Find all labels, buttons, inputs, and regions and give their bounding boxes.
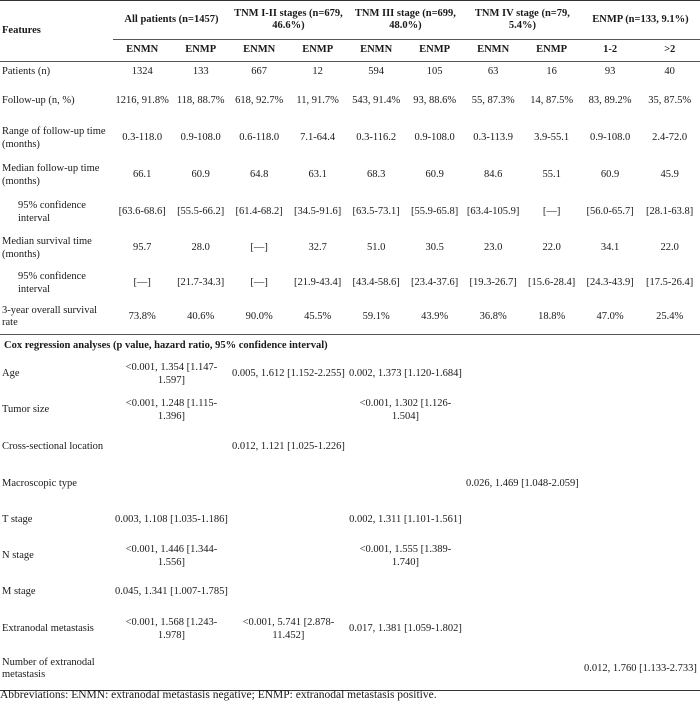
table-cell: 618, 92.7% <box>235 95 284 107</box>
row-label: Follow-up (n, %) <box>2 95 75 107</box>
cox-row <box>0 429 700 467</box>
table-cell: [56.0-65.7] <box>586 206 634 218</box>
cox-row <box>0 649 700 691</box>
table-cell: 40.6% <box>171 301 230 335</box>
table-cell: [—] <box>250 242 268 254</box>
table-cell: 16 <box>546 66 557 78</box>
table-cell: 68.3 <box>366 169 386 181</box>
table-cell: [15.6-28.4] <box>528 277 576 289</box>
table-cell: 63.1 <box>308 169 327 181</box>
row-label: 95% confidence interval <box>18 200 86 224</box>
cox-cell: <0.001, 1.568 [1.243-1.978] <box>125 617 218 641</box>
table-cell: 22.0 <box>542 242 561 254</box>
table-cell: 2.4-72.0 <box>652 132 688 144</box>
table-cell: 30.5 <box>425 242 444 254</box>
table-cell: 25.4% <box>639 301 700 335</box>
group-header-tnm-4: TNM IV stage (n=79, 5.4%) <box>464 1 581 40</box>
cox-cell: <0.001, 1.302 [1.126-1.504] <box>359 398 452 422</box>
cox-row-label: Number of extranodal metastasis <box>0 649 113 691</box>
table-cell: [63.4-105.9] <box>466 206 520 218</box>
table-cell: 59.1% <box>347 301 405 335</box>
table-cell: 1216, 91.8% <box>115 95 169 107</box>
table-cell: 40 <box>664 66 675 78</box>
table-cell: [—] <box>133 277 151 289</box>
cox-cell <box>464 429 581 467</box>
cox-cell <box>581 611 700 649</box>
sub-header: ENMN <box>230 40 288 62</box>
table-cell: 14, 87.5% <box>530 95 574 107</box>
cox-row <box>0 467 700 503</box>
table-row <box>0 62 700 83</box>
table-row <box>0 83 700 121</box>
table-cell: 60.9 <box>191 169 210 181</box>
cox-row-label: Age <box>2 368 20 380</box>
cox-title: Cox regression analyses (p value, hazard ratio, 95% confidence interval) <box>4 339 328 351</box>
table-cell: 0.9-108.0 <box>589 132 631 144</box>
cox-row <box>0 357 700 393</box>
cox-row <box>0 611 700 649</box>
table-cell: 60.9 <box>600 169 620 181</box>
cox-cell <box>581 575 700 611</box>
row-label: 95% confidence interval <box>18 271 86 295</box>
cox-cell <box>464 357 581 393</box>
table-cell: 36.8% <box>464 301 522 335</box>
cox-cell <box>464 649 581 691</box>
table-cell: 93, 88.6% <box>413 95 457 107</box>
sub-header: 1-2 <box>581 40 639 62</box>
table-row <box>0 195 700 231</box>
table-row <box>0 267 700 301</box>
cox-cell <box>230 539 347 575</box>
cox-cell <box>581 393 700 429</box>
table-row <box>0 231 700 267</box>
table-cell: [63.6-68.6] <box>118 206 166 218</box>
table-cell: 22.0 <box>660 242 679 254</box>
table-cell: 43.9% <box>405 301 464 335</box>
table-cell: [21.7-34.3] <box>177 277 225 289</box>
table-cell: 12 <box>312 66 323 78</box>
sub-header: ENMN <box>113 40 171 62</box>
table-cell: 0.3-118.0 <box>122 132 163 144</box>
cox-cell <box>230 649 347 691</box>
cox-cell <box>581 467 700 503</box>
group-header-tnm-1-2: TNM I-II stages (n=679, 46.6%) <box>230 1 347 40</box>
cox-cell <box>230 575 347 611</box>
cox-cell: <0.001, 5.741 [2.878-11.452] <box>242 617 335 641</box>
table-cell: 35, 87.5% <box>648 95 692 107</box>
cox-body <box>0 335 700 691</box>
group-header-row <box>0 1 700 40</box>
table-row <box>0 157 700 195</box>
cox-row-label: M stage <box>2 586 36 598</box>
table-row <box>0 121 700 157</box>
sub-header: ENMP <box>288 40 346 62</box>
cox-cell: 0.002, 1.373 [1.120-1.684] <box>348 368 462 380</box>
table-cell: [24.3-43.9] <box>586 277 634 289</box>
cox-cell <box>464 575 581 611</box>
table-cell: 55, 87.3% <box>471 95 515 107</box>
cox-row <box>0 539 700 575</box>
cox-cell <box>113 649 230 691</box>
cox-row-label: Tumor size <box>2 404 50 416</box>
table-cell: 0.6-118.0 <box>239 132 280 144</box>
row-label: Median follow-up time (months) <box>2 163 100 187</box>
cox-row <box>0 393 700 429</box>
table-cell: 45.9 <box>660 169 679 181</box>
table-cell: 28.0 <box>191 242 210 254</box>
cox-cell <box>347 649 464 691</box>
row-label: 3-year overall survival rate <box>0 301 113 335</box>
cox-cell: <0.001, 1.354 [1.147-1.597] <box>125 362 218 386</box>
cox-cell: 0.012, 1.121 [1.025-1.226] <box>231 441 345 453</box>
table-cell: 133 <box>192 66 209 78</box>
table-cell: 84.6 <box>483 169 503 181</box>
table-cell: 0.3-116.2 <box>356 132 397 144</box>
features-header: Features <box>0 1 113 62</box>
sub-header: ENMP <box>405 40 464 62</box>
row-label: Median survival time (months) <box>2 236 92 260</box>
sub-header: ENMP <box>522 40 581 62</box>
group-header-tnm-3: TNM III stage (n=699, 48.0%) <box>347 1 464 40</box>
cox-cell <box>230 503 347 539</box>
table-cell: 60.9 <box>425 169 444 181</box>
table-cell: 3.9-55.1 <box>534 132 570 144</box>
cox-cell <box>347 467 464 503</box>
table-cell: 34.1 <box>600 242 620 254</box>
table-cell: 667 <box>251 66 268 78</box>
table-cell: 118, 88.7% <box>176 95 225 107</box>
cox-row <box>0 503 700 539</box>
table-cell: [63.5-73.1] <box>352 206 400 218</box>
table-cell: 0.9-108.0 <box>414 132 455 144</box>
cox-cell <box>113 467 230 503</box>
table-cell: 47.0% <box>581 301 639 335</box>
table-cell: 63 <box>487 66 499 78</box>
cox-cell <box>113 429 230 467</box>
table-cell: 18.8% <box>522 301 581 335</box>
table-cell: 64.8 <box>249 169 269 181</box>
cox-cell: 0.026, 1.469 [1.048-2.059] <box>465 478 579 490</box>
table-cell: [19.3-26.7] <box>469 277 517 289</box>
table-cell: 93 <box>604 66 616 78</box>
table-cell: [23.4-37.6] <box>411 277 459 289</box>
table-row <box>0 301 700 335</box>
table-cell: 55.1 <box>542 169 561 181</box>
cox-cell: <0.001, 1.248 [1.115-1.396] <box>125 398 218 422</box>
group-header-enmp: ENMP (n=133, 9.1%) <box>581 1 700 40</box>
cox-cell <box>347 575 464 611</box>
cox-title-row <box>0 335 700 357</box>
table-cell: 0.9-108.0 <box>180 132 221 144</box>
sub-header: >2 <box>639 40 700 62</box>
cox-row-label: Extranodal metastasis <box>2 623 94 635</box>
table-cell: [21.9-43.4] <box>294 277 342 289</box>
table-cell: [28.1-63.8] <box>646 206 694 218</box>
table-cell: [61.4-68.2] <box>235 206 283 218</box>
table-cell: 105 <box>426 66 443 78</box>
table-cell: 51.0 <box>366 242 386 254</box>
cox-cell <box>581 357 700 393</box>
cox-cell <box>581 429 700 467</box>
cox-cell: 0.045, 1.341 [1.007-1.785] <box>115 586 228 598</box>
cox-row-label: Macroscopic type <box>2 478 77 490</box>
cox-cell <box>464 539 581 575</box>
sub-header: ENMN <box>464 40 522 62</box>
table-cell: [—] <box>250 277 268 289</box>
table-cell: 95.7 <box>133 242 152 254</box>
table-cell: 1324 <box>131 66 153 78</box>
table-cell: [17.5-26.4] <box>646 277 694 289</box>
cox-cell <box>464 503 581 539</box>
cox-row-label: T stage <box>2 514 33 526</box>
stats-body <box>0 62 700 335</box>
sub-header: ENMN <box>347 40 405 62</box>
table-cell: [55.9-65.8] <box>411 206 459 218</box>
cox-cell <box>230 467 347 503</box>
cox-cell <box>581 503 700 539</box>
cox-cell <box>347 429 464 467</box>
table-cell: 66.1 <box>133 169 152 181</box>
cox-cell: 0.012, 1.760 [1.133-2.733] <box>581 649 700 691</box>
cox-row-label: Cross-sectional location <box>2 441 104 453</box>
cox-cell <box>230 393 347 429</box>
cox-cell <box>581 539 700 575</box>
group-header-all: All patients (n=1457) <box>113 1 230 40</box>
cox-cell: 0.003, 1.108 [1.035-1.186] <box>115 514 228 526</box>
table-cell: 83, 89.2% <box>588 95 632 107</box>
cox-cell <box>464 393 581 429</box>
table-cell: 7.1-64.4 <box>300 132 336 144</box>
cox-cell: 0.005, 1.612 [1.152-2.255] <box>231 368 345 380</box>
sub-header: ENMP <box>171 40 230 62</box>
table-cell: 543, 91.4% <box>352 95 401 107</box>
table-cell: [—] <box>542 206 561 218</box>
table-cell: [43.4-58.6] <box>352 277 400 289</box>
cox-row <box>0 575 700 611</box>
cox-cell: 0.017, 1.381 [1.059-1.802] <box>348 623 462 635</box>
cox-row-label: N stage <box>2 550 34 562</box>
table-cell: 32.7 <box>308 242 327 254</box>
table-cell: 11, 91.7% <box>296 95 339 107</box>
row-label: Patients (n) <box>2 66 51 78</box>
cox-cell: 0.002, 1.311 [1.101-1.561] <box>349 514 462 526</box>
cox-cell <box>464 611 581 649</box>
table-cell: 90.0% <box>230 301 288 335</box>
table-cell: [34.5-91.6] <box>294 206 342 218</box>
footnote: Abbreviations: ENMN: extranodal metastasis negative; ENMP: extranodal metastasis positive. <box>0 689 437 701</box>
table-cell: [55.5-66.2] <box>177 206 225 218</box>
table-cell: 594 <box>368 66 385 78</box>
table-cell: 73.8% <box>113 301 171 335</box>
row-label: Range of follow-up time (months) <box>2 126 106 150</box>
table-cell: 0.3-113.9 <box>473 132 514 144</box>
table-cell: 45.5% <box>288 301 346 335</box>
table-cell: 23.0 <box>483 242 503 254</box>
cox-cell: <0.001, 1.446 [1.344-1.556] <box>125 544 218 568</box>
cox-cell: <0.001, 1.555 [1.389-1.740] <box>359 544 452 568</box>
